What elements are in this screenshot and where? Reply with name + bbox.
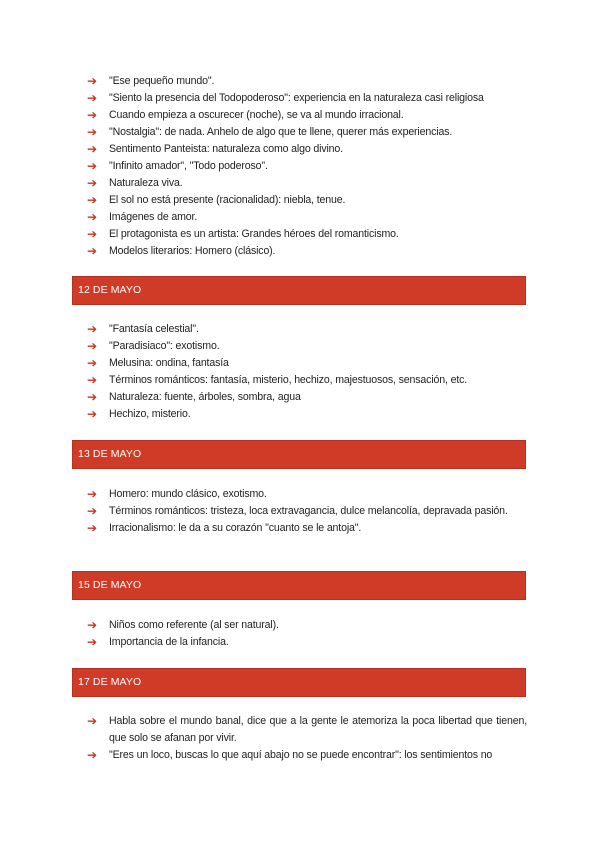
- arrow-right-icon: ➔: [87, 487, 97, 501]
- section-header-12-mayo: [72, 276, 526, 305]
- arrow-right-icon: ➔: [87, 108, 97, 122]
- list-item-text: "Ese pequeño mundo".: [109, 75, 215, 87]
- arrow-right-icon: ➔: [87, 159, 97, 173]
- list-item: [87, 243, 527, 260]
- list-item: [87, 226, 527, 243]
- list-item: [87, 124, 527, 141]
- list-item-text: El protagonista es un artista: Grandes héroes del romanticismo.: [109, 228, 399, 240]
- list-item: [87, 406, 527, 423]
- list-item-text: Irracionalismo: le da a su corazón "cuanto se le antoja".: [109, 522, 362, 534]
- section-title: 12 DE MAYO: [78, 284, 142, 296]
- list-item-text: "Eres un loco, buscas lo que aquí abajo no se puede encontrar": los sentimientos no: [109, 749, 493, 761]
- list-item: [87, 141, 527, 158]
- list-item: [87, 338, 527, 355]
- list-item: [87, 158, 527, 175]
- list-item-text: "Fantasía celestial".: [109, 323, 199, 335]
- list-item-text: "Infinito amador", "Todo poderoso".: [109, 160, 268, 172]
- arrow-right-icon: ➔: [87, 373, 97, 387]
- list-item: [87, 321, 527, 338]
- list-item-text: Habla sobre el mundo banal, dice que a la gente le atemoriza la poca libertad que tienen, que solo se afanan por vivir.: [109, 715, 527, 744]
- list-item: [87, 747, 527, 764]
- section-title: 17 DE MAYO: [78, 676, 142, 688]
- section-header-13-mayo: [72, 440, 526, 469]
- arrow-right-icon: ➔: [87, 244, 97, 258]
- arrow-right-icon: ➔: [87, 227, 97, 241]
- section-list-13-mayo: [87, 486, 527, 537]
- arrow-right-icon: ➔: [87, 91, 97, 105]
- list-item: [87, 634, 527, 651]
- list-item-text: Imágenes de amor.: [109, 211, 198, 223]
- list-item-text: Términos románticos: fantasía, misterio, hechizo, majestuosos, sensación, etc.: [109, 374, 468, 386]
- arrow-right-icon: ➔: [87, 339, 97, 353]
- section-title: 15 DE MAYO: [78, 579, 142, 591]
- list-item: [87, 486, 527, 503]
- list-item-text: El sol no está presente (racionalidad): niebla, tenue.: [109, 194, 346, 206]
- list-item: [87, 617, 527, 634]
- arrow-right-icon: ➔: [87, 635, 97, 649]
- arrow-right-icon: ➔: [87, 176, 97, 190]
- section-header-15-mayo: [72, 571, 526, 600]
- arrow-right-icon: ➔: [87, 504, 97, 518]
- arrow-right-icon: ➔: [87, 407, 97, 421]
- arrow-right-icon: ➔: [87, 74, 97, 88]
- list-item: [87, 372, 527, 389]
- list-item-text: "Nostalgia": de nada. Anhelo de algo que te llene, querer más experiencias.: [109, 126, 453, 138]
- list-item: [87, 713, 527, 747]
- list-item-text: Sentimento Panteista: naturaleza como algo divino.: [109, 143, 343, 155]
- list-item: [87, 73, 527, 90]
- arrow-right-icon: ➔: [87, 142, 97, 156]
- section-list-15-mayo: [87, 617, 527, 651]
- list-item-text: Hechizo, misterio.: [109, 408, 191, 420]
- list-item-text: "Siento la presencia del Todopoderoso": experiencia en la naturaleza casi religiosa: [109, 92, 484, 104]
- list-item-text: Homero: mundo clásico, exotismo.: [109, 488, 267, 500]
- arrow-right-icon: ➔: [87, 521, 97, 535]
- arrow-right-icon: ➔: [87, 322, 97, 336]
- intro-list: [87, 73, 527, 260]
- list-item: [87, 192, 527, 209]
- list-item-text: Naturaleza: fuente, árboles, sombra, agua: [109, 391, 301, 403]
- list-item-text: "Paradisiaco": exotismo.: [109, 340, 220, 352]
- arrow-right-icon: ➔: [87, 210, 97, 224]
- list-item: [87, 520, 527, 537]
- list-item: [87, 90, 527, 107]
- arrow-right-icon: ➔: [87, 193, 97, 207]
- list-item: [87, 355, 527, 372]
- list-item-text: Términos románticos: tristeza, loca extravagancia, dulce melancolía, depravada pasión.: [109, 505, 508, 517]
- arrow-right-icon: ➔: [87, 390, 97, 404]
- list-item: [87, 389, 527, 406]
- list-item: [87, 209, 527, 226]
- list-item-text: Cuando empieza a oscurecer (noche), se va al mundo irracional.: [109, 109, 404, 121]
- list-item: [87, 107, 527, 124]
- arrow-right-icon: ➔: [87, 125, 97, 139]
- list-item-text: Importancia de la infancia.: [109, 636, 229, 648]
- section-title: 13 DE MAYO: [78, 448, 142, 460]
- list-item: [87, 503, 527, 520]
- list-item-text: Melusina: ondina, fantasía: [109, 357, 229, 369]
- section-header-17-mayo: [72, 668, 526, 697]
- list-item: [87, 175, 527, 192]
- arrow-right-icon: ➔: [87, 748, 97, 762]
- list-item-text: Naturaleza viva.: [109, 177, 183, 189]
- arrow-right-icon: ➔: [87, 714, 97, 728]
- arrow-right-icon: ➔: [87, 618, 97, 632]
- list-item-text: Niños como referente (al ser natural).: [109, 619, 279, 631]
- section-list-17-mayo: [87, 713, 527, 764]
- list-item-text: Modelos literarios: Homero (clásico).: [109, 245, 276, 257]
- section-list-12-mayo: [87, 321, 527, 423]
- arrow-right-icon: ➔: [87, 356, 97, 370]
